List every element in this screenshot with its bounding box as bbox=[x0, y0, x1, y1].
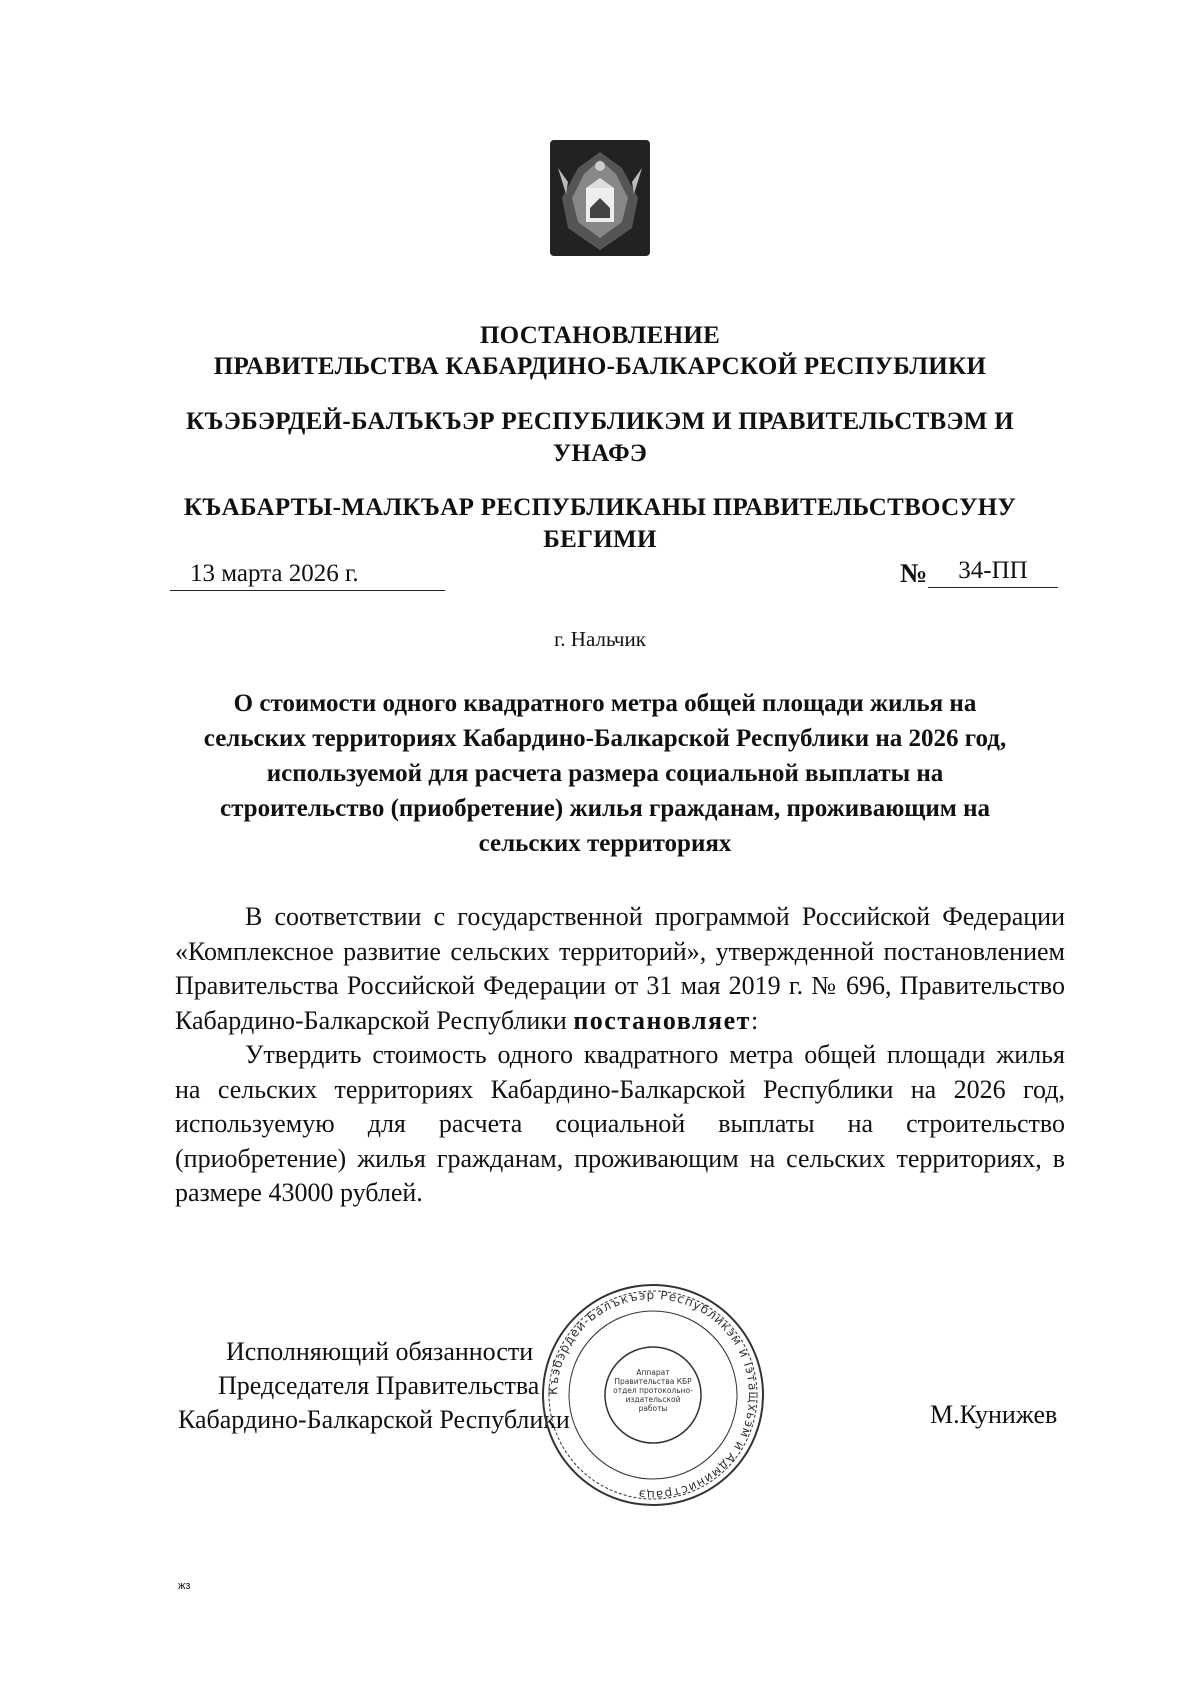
document-title: О стоимости одного квадратного метра общей площади жилья на сельских территориях Кабардино-Балкарской Республики на 2026 год, используемой для расчета размера социальной выплаты на строительство (приобретение) жилья гражданам, проживающим на сельских территориях bbox=[203, 690, 1007, 857]
executor-initials: жз bbox=[178, 1580, 191, 1592]
coat-of-arms-emblem bbox=[548, 138, 652, 258]
stamp-outer-text: Къэбэрдей-Балъкъэр Республикэм и Іэтащхьэм и Администрацэ bbox=[545, 1287, 761, 1503]
document-number: 34-ПП bbox=[928, 557, 1058, 588]
issuer-heading-kabardian-2: УНАФЭ bbox=[552, 440, 648, 467]
document-date: 13 марта 2026 г. bbox=[170, 560, 445, 591]
document-body bbox=[175, 900, 1065, 1211]
doc-type-heading: ПОСТАНОВЛЕНИЕ bbox=[479, 322, 721, 349]
signer-name: М.Кунижев bbox=[930, 1400, 1058, 1429]
signer-position-2: Председателя Правительства bbox=[218, 1371, 540, 1400]
issuer-heading-russian: ПРАВИТЕЛЬСТВА КАБАРДИНО-БАЛКАРСКОЙ РЕСПУБЛИКИ bbox=[213, 353, 987, 380]
stamp-center-text: Аппарат Правительства КБР отдел протокольно-издательской работы bbox=[613, 1368, 693, 1413]
number-label: № bbox=[900, 558, 928, 588]
para1-text: В соответствии с государственной программой Российской Федерации «Комплексное развитие сельских территорий», утвержденной постановлением Правительства Российской Федерации от 31 мая 2019 г. № 696, Правительство Кабардино-Балкарской Республики bbox=[175, 902, 1065, 1035]
para1-emphasis: постановляет bbox=[573, 1005, 751, 1035]
signer-position-3: Кабардино-Балкарской Республики bbox=[178, 1405, 570, 1434]
issuer-heading-kabardian-1: КЪЭБЭРДЕЙ-БАЛЪКЪЭР РЕСПУБЛИКЭМ И ПРАВИТЕЛЬСТВЭМ И bbox=[186, 408, 1014, 435]
official-seal-stamp bbox=[538, 1280, 768, 1510]
issuer-heading-balkar-2: БЕГИМИ bbox=[543, 526, 657, 553]
document-city: г. Нальчик bbox=[554, 627, 646, 651]
signature-block bbox=[178, 1335, 570, 1437]
issuer-heading-balkar-1: КЪАБАРТЫ-МАЛКЪАР РЕСПУБЛИКАНЫ ПРАВИТЕЛЬСТВОСУНУ bbox=[183, 494, 1017, 521]
signer-position-1: Исполняющий обязанности bbox=[226, 1337, 534, 1366]
body-paragraph-1 bbox=[175, 900, 1065, 1038]
body-paragraph-2: Утвердить стоимость одного квадратного метра общей площади жилья на сельских территориях Кабардино-Балкарской Республики на 2026 год, используемую для расчета социальной выплаты на строительство (приобретение) жилья гражданам, проживающим на сельских территориях, в размере 43000 рублей. bbox=[175, 1040, 1065, 1207]
para1-end: : bbox=[750, 1005, 759, 1035]
